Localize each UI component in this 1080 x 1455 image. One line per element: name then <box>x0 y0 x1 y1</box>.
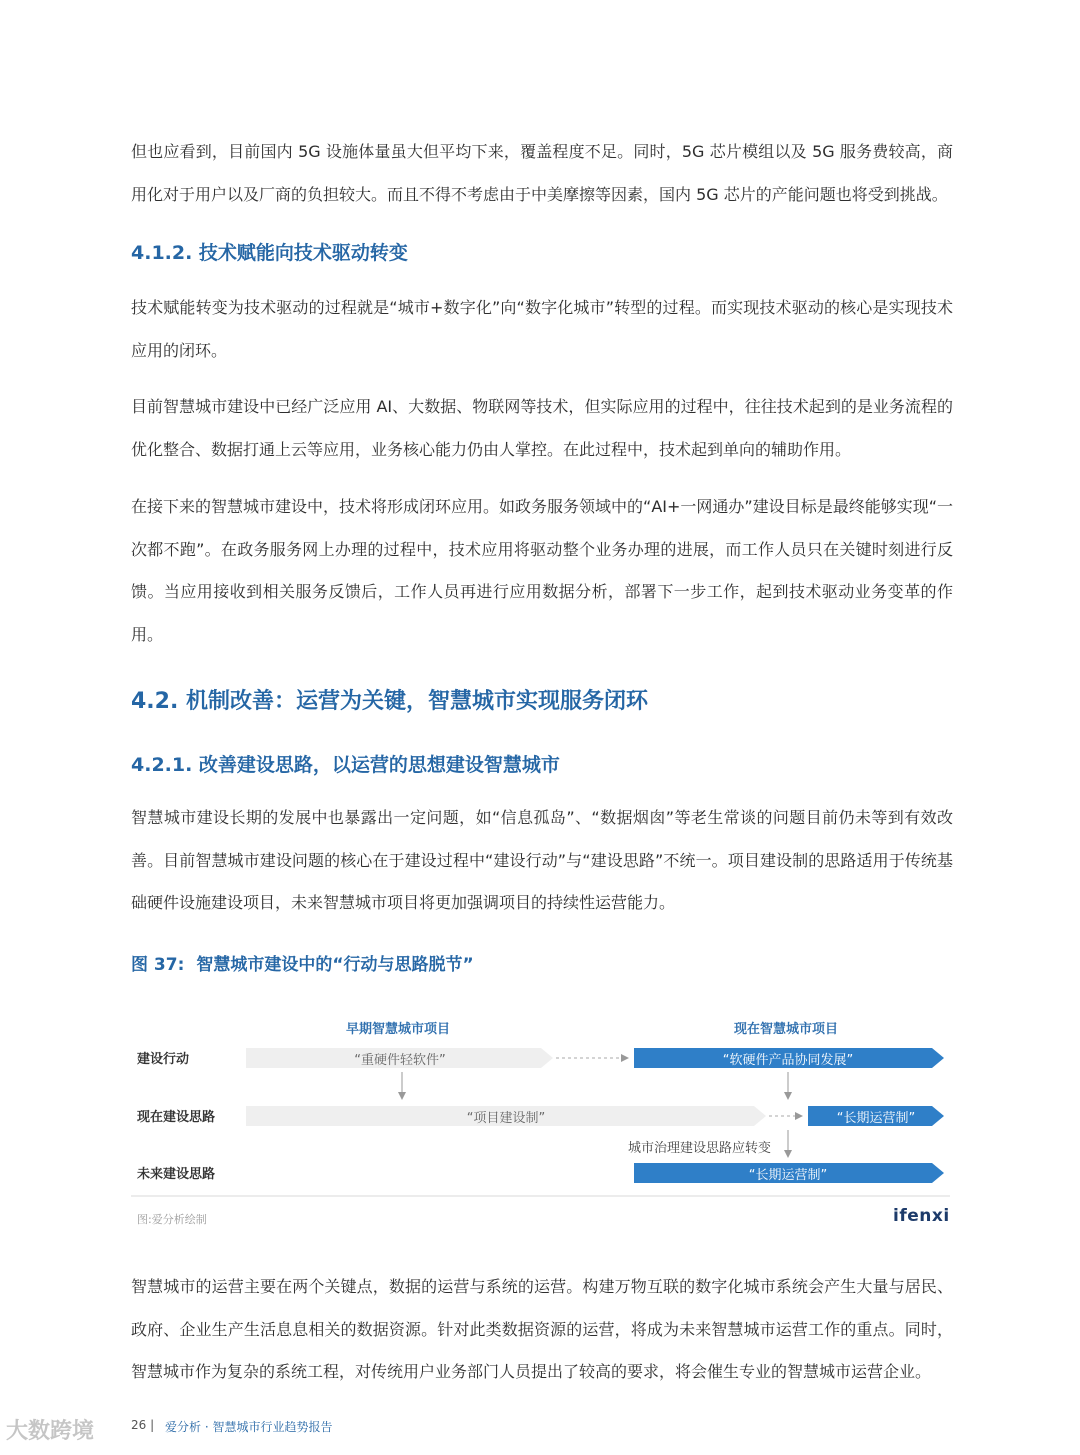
column-header-early: 早期智慧城市项目 <box>346 1022 451 1037</box>
paragraph-closed-loop: 在接下来的智慧城市建设中，技术将形成闭环应用。如政务服务领域中的“AI+一网通办”建设目标是最终能够实现“一次都不跑”。在政务服务网上办理的过程中，技术应用将驱动整个业务办理的进展，而工作人员只在关键时刻进行反馈。当应用接收到相关服务反馈后，工作人员再进行应用数据分析，部署下一步工作，起到技术驱动业务变革的作用。 <box>131 497 953 644</box>
row2-current-text: “长期运营制” <box>836 1111 916 1126</box>
heading-4-2-1: 4.2.1. 改善建设思路，以运营的思想建设智慧城市 <box>131 754 560 776</box>
figure-source: 图:爱分析绘制 <box>137 1213 207 1226</box>
row-label-current-thinking: 现在建设思路 <box>137 1110 216 1125</box>
row1-early-text: “重硬件轻软件” <box>354 1053 446 1068</box>
row-label-action: 建设行动 <box>137 1052 190 1067</box>
paragraph-operations: 智慧城市的运营主要在两个关键点，数据的运营与系统的运营。构建万物互联的数字化城市系统会产生大量与居民、政府、企业生产生活息息相关的数据资源。针对此类数据资源的运营，将成为未来智慧城市运营工作的重点。同时，智慧城市作为复杂的系统工程，对传统用户业务部门人员提出了较高的要求，将会催生专业的智慧城市运营企业。 <box>131 1277 953 1381</box>
figure-title: 智慧城市建设中的“行动与思路脱节” <box>196 955 474 975</box>
figure-note: 城市治理建设思路应转变 <box>628 1141 772 1156</box>
footer-report-title: 爱分析 · 智慧城市行业趋势报告 <box>165 1420 333 1434</box>
paragraph-tech-drive: 技术赋能转变为技术驱动的过程就是“城市+数字化”向“数字化城市”转型的过程。而实现技术驱动的核心是实现技术应用的闭环。 <box>131 298 953 360</box>
paragraph-5g-challenges: 但也应看到，目前国内 5G 设施体量虽大但平均下来，覆盖程度不足。同时，5G 芯片模组以及 5G 服务费较高，商用化对于用户以及厂商的负担较大。而且不得不考虑由于中美摩擦等因素，国内 5G 芯片的产能问题也将受到挑战。 <box>131 142 953 204</box>
heading-4-1-2: 4.1.2. 技术赋能向技术驱动转变 <box>131 242 408 264</box>
footer-page-number: 26 | <box>131 1418 155 1432</box>
ifenxi-logo: ifenxi <box>893 1206 950 1226</box>
column-header-current: 现在智慧城市项目 <box>734 1022 839 1037</box>
paragraph-construction-issues: 智慧城市建设长期的发展中也暴露出一定问题，如“信息孤岛”、“数据烟囱”等老生常谈的问题目前仍未等到有效改善。目前智慧城市建设问题的核心在于建设过程中“建设行动”与“建设思路”不统一。项目建设制的思路适用于传统基础硬件设施建设项目，未来智慧城市项目将更加强调项目的持续性运营能力。 <box>131 808 953 912</box>
heading-4-2: 4.2. 机制改善：运营为关键，智慧城市实现服务闭环 <box>131 689 648 714</box>
watermark: 大数跨境 <box>6 1419 95 1444</box>
row3-future-text: “长期运营制” <box>748 1168 828 1183</box>
row-label-future-thinking: 未来建设思路 <box>137 1167 216 1182</box>
row2-early-text: “项目建设制” <box>466 1111 546 1126</box>
figure-number: 图 37: <box>131 955 185 975</box>
paragraph-current-apps: 目前智慧城市建设中已经广泛应用 AI、大数据、物联网等技术，但实际应用的过程中，往往技术起到的是业务流程的优化整合、数据打通上云等应用，业务核心能力仍由人掌控。在此过程中，技术起到单向的辅助作用。 <box>131 397 953 459</box>
row1-current-text: “软硬件产品协同发展” <box>722 1053 854 1068</box>
